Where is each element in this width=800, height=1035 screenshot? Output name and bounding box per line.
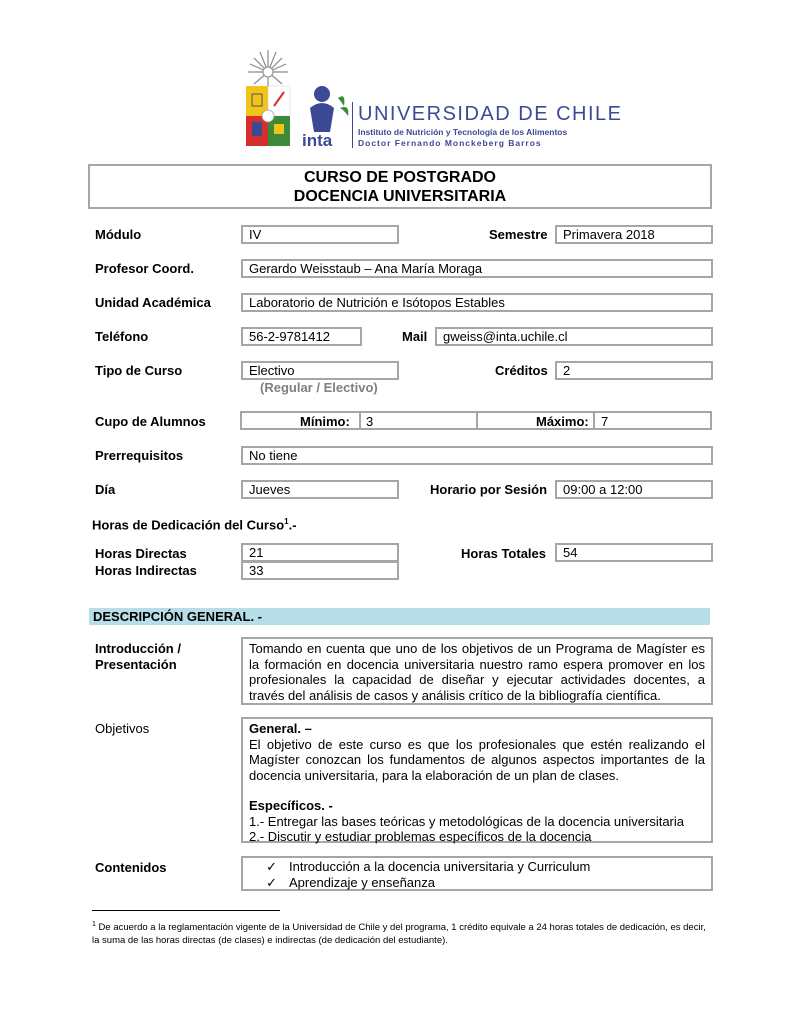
unidad-value: Laboratorio de Nutrición e Isótopos Estables — [241, 293, 713, 312]
prerrequisitos-value: No tiene — [241, 446, 713, 465]
contenido-text: Aprendizaje y enseñanza — [289, 875, 435, 890]
telefono-value: 56-2-9781412 — [241, 327, 362, 346]
intro-text: Tomando en cuenta que uno de los objetivos de un Programa de Magíster es la formación en docencia universitaria nuestro ramo espera promover en los profesionales la capacidad de diseñar y ejecutar actividades docentes, a través del análisis de casos y análisis crítico de la bibliografía científica. — [241, 637, 713, 705]
objetivos-especifico-item: 1.- Entregar las bases teóricas y metodológicas de la docencia universitaria — [249, 813, 685, 829]
horas-heading-text: Horas de Dedicación del Curso — [92, 517, 285, 533]
horas-directas-value: 21 — [241, 543, 399, 562]
horas-indirectas-label: Horas Indirectas — [95, 563, 197, 578]
section-heading: DESCRIPCIÓN GENERAL. - — [89, 608, 710, 625]
mail-label: Mail — [402, 329, 428, 344]
contenidos-label: Contenidos — [95, 860, 167, 875]
horas-totales-value: 54 — [555, 543, 713, 562]
intro-label-line2: Presentación — [95, 657, 177, 672]
check-icon: ✓ — [266, 859, 277, 874]
contenidos-list — [249, 859, 705, 891]
footnote — [92, 918, 712, 947]
cupo-divider — [359, 411, 361, 430]
inta-logo-icon — [300, 84, 356, 150]
tipo-hint: (Regular / Electivo) — [260, 380, 378, 395]
objetivos-especifico-item: 2.- Discutir y estudiar problemas específicos de la docencia — [249, 829, 592, 844]
course-title-line2: DOCENCIA UNIVERSITARIA — [293, 188, 507, 205]
contenidos-box — [241, 856, 713, 891]
university-name: UNIVERSIDAD DE CHILE — [358, 103, 623, 125]
prerrequisitos-label: Prerrequisitos — [95, 448, 184, 463]
footnote-number: 1 — [92, 921, 96, 928]
course-title-box — [88, 164, 712, 209]
contenido-text: Introducción a la docencia universitaria y Curriculum — [289, 859, 591, 874]
horas-indirectas-value: 33 — [241, 561, 399, 580]
objetivos-especificos-title: Específicos. - — [249, 798, 333, 813]
course-title-line1: CURSO DE POSTGRADO — [303, 169, 496, 186]
cupo-divider — [593, 411, 595, 430]
horario-label: Horario por Sesión — [430, 482, 548, 497]
mail-value: gweiss@inta.uchile.cl — [435, 327, 713, 346]
inta-wordmark: inta — [302, 131, 333, 150]
horario-value: 09:00 a 12:00 — [555, 480, 713, 499]
semestre-label: Semestre — [489, 227, 548, 242]
profesor-value: Gerardo Weisstaub – Ana María Moraga — [241, 259, 713, 278]
intro-label-line1: Introducción / — [95, 641, 181, 656]
creditos-value: 2 — [555, 361, 713, 380]
unidad-label: Unidad Académica — [95, 295, 211, 310]
profesor-label: Profesor Coord. — [95, 261, 194, 276]
modulo-value: IV — [241, 225, 399, 244]
cupo-min-label: Mínimo: — [300, 414, 350, 429]
cupo-divider — [476, 411, 478, 430]
objetivos-general-title: General. – — [249, 721, 312, 736]
horas-heading-end: .- — [288, 517, 297, 533]
list-item — [249, 875, 705, 891]
cupo-max-value: 7 — [601, 414, 609, 429]
cupo-row — [240, 411, 712, 430]
modulo-label: Módulo — [95, 227, 142, 242]
tipo-label: Tipo de Curso — [95, 363, 183, 378]
tipo-value: Electivo — [241, 361, 399, 380]
dia-value: Jueves — [241, 480, 399, 499]
institute-name: Instituto de Nutrición y Tecnología de los Alimentos — [358, 127, 568, 137]
objetivos-box — [241, 717, 713, 843]
logo-divider — [352, 102, 353, 148]
horas-totales-label: Horas Totales — [461, 546, 547, 561]
institute-dedication: Doctor Fernando Monckeberg Barros — [358, 138, 542, 148]
creditos-label: Créditos — [495, 363, 548, 378]
cupo-max-label: Máximo: — [536, 414, 589, 429]
footnote-separator — [92, 910, 280, 911]
list-item — [249, 859, 705, 875]
semestre-value: Primavera 2018 — [555, 225, 713, 244]
dia-label: Día — [95, 482, 116, 497]
horas-directas-label: Horas Directas — [95, 546, 187, 561]
objetivos-label: Objetivos — [95, 721, 150, 736]
horas-heading — [92, 514, 297, 533]
objetivos-general-text: El objetivo de este curso es que los profesionales que estén realizando el Magíster conozcan los fundamentos de algunos aspectos importantes de la docencia universitaria, para la elaboración de un plan de clases. — [249, 736, 705, 783]
telefono-label: Teléfono — [95, 329, 149, 344]
footnote-text: De acuerdo a la reglamentación vigente de la Universidad de Chile y del programa, 1 crédito equivale a 24 horas totales de dedicación, es decir, la suma de las horas directas (de clases) e indirectas (de dedicación del estudiante). — [92, 922, 706, 947]
cupo-label: Cupo de Alumnos — [95, 414, 206, 429]
check-icon: ✓ — [266, 875, 277, 890]
cupo-min-value: 3 — [366, 414, 374, 429]
footnote-ref: 1 — [284, 517, 289, 526]
